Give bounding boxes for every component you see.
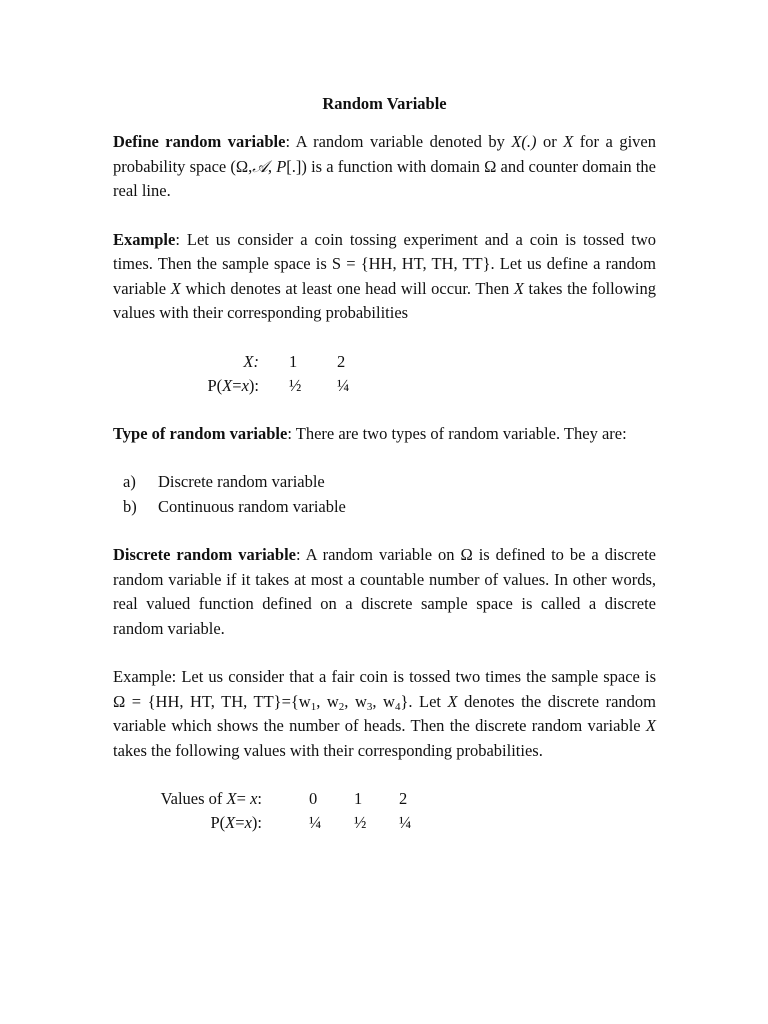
example2-text: , w <box>344 691 367 711</box>
example1-text: takes the following values with their corresponding probabilities <box>113 278 656 322</box>
label-part: x <box>244 813 252 832</box>
label-part: = <box>232 375 242 395</box>
define-paragraph <box>113 130 656 204</box>
table-cell: 2 <box>399 789 408 808</box>
define-text: , <box>267 156 277 176</box>
define-p: P <box>276 156 287 176</box>
label-part: x <box>250 789 258 808</box>
label-part: ): <box>251 813 262 832</box>
label-part: = <box>235 813 245 832</box>
list-item <box>123 495 656 520</box>
example2-distribution-table <box>129 787 444 835</box>
label-part: P( <box>207 375 223 395</box>
list-item <box>123 470 656 495</box>
example2-x: X <box>645 716 656 735</box>
list-marker: a) <box>123 472 136 491</box>
example2-text: }. Let <box>400 691 448 711</box>
table-row <box>129 811 444 835</box>
types-text: : There are two types of random variable. They are: <box>287 423 627 443</box>
define-text: [.]) is a function with domain Ω and counter domain the real line. <box>113 156 657 200</box>
example1-paragraph <box>113 228 656 326</box>
table-row <box>156 374 385 398</box>
define-xdot: X(.) <box>511 132 537 151</box>
label-part: = <box>236 789 251 808</box>
subscript: 4 <box>394 700 401 713</box>
example1-text: : Let us consider a coin tossing experiment and a coin is tossed two times. Then the sample space is S = {HH, HT, TH, TT}. Let us define a random variable <box>113 229 656 298</box>
subscript: 3 <box>366 700 373 713</box>
table-cell: ¼ <box>337 375 350 395</box>
label-part: : <box>257 789 262 808</box>
example2-paragraph <box>113 665 656 763</box>
subscript: 2 <box>338 700 345 713</box>
discrete-text: : A random variable on Ω is defined to be a discrete random variable if it takes at most a countable number of values. In other words, real valued function defined on a discrete sample space is called a discrete random variable. <box>113 545 657 638</box>
label-part: Values of <box>160 789 227 808</box>
label-part: X <box>222 375 233 395</box>
table-row <box>129 787 444 811</box>
types-heading: Type of random variable <box>113 423 288 443</box>
row-label <box>129 787 262 811</box>
discrete-heading: Discrete random variable <box>113 545 296 564</box>
row-label: X: <box>243 351 259 371</box>
define-x: X <box>563 132 574 151</box>
list-item-label: Discrete random variable <box>158 472 325 491</box>
example2-text: , w <box>372 691 395 711</box>
label-part: ): <box>248 375 259 395</box>
example1-heading: Example <box>113 229 176 249</box>
table-cell: ½ <box>354 813 367 832</box>
example2-text: , w <box>316 691 339 711</box>
example2-text: denotes the discrete random variable which shows the number of heads. Then the discrete random variable <box>113 691 657 735</box>
types-paragraph <box>113 422 656 447</box>
discrete-paragraph <box>113 543 656 641</box>
page-title: Random Variable <box>322 94 447 113</box>
example1-x: X <box>513 278 524 298</box>
sigma-field-symbol: 𝒜 <box>252 156 268 176</box>
row-label <box>156 374 259 398</box>
example1-distribution-table <box>156 350 385 398</box>
define-heading: Define random variable <box>113 132 286 151</box>
table-cell: 2 <box>337 351 346 371</box>
table-cell: 1 <box>289 351 298 371</box>
label-part: x <box>241 375 249 395</box>
label-part: X <box>226 789 237 808</box>
table-cell: ¼ <box>309 813 322 832</box>
row-label <box>129 811 262 835</box>
example1-x: X <box>170 278 181 298</box>
example2-x: X <box>447 691 458 711</box>
define-text: for a given probability space (Ω, <box>113 132 656 176</box>
table-cell: ¼ <box>399 813 412 832</box>
list-marker: b) <box>123 496 137 516</box>
table-cell: 1 <box>354 789 363 808</box>
label-part: P( <box>210 813 226 832</box>
label-part: X <box>225 813 236 832</box>
example2-text: Example: Let us consider that a fair coin is tossed two times the sample space is Ω = {HH, HT, TH, TT}={w <box>113 667 656 711</box>
list-item-label: Continuous random variable <box>158 496 346 516</box>
define-text: : A random variable denoted by <box>285 132 512 151</box>
example1-text: which denotes at least one head will occur. Then <box>180 278 514 298</box>
types-list <box>113 470 656 519</box>
table-cell: 0 <box>309 789 318 808</box>
define-text: or <box>536 132 564 151</box>
table-cell: ½ <box>289 375 302 395</box>
document-page <box>113 92 656 835</box>
example2-text: takes the following values with their corresponding probabilities. <box>113 740 543 760</box>
table-row <box>156 350 385 374</box>
subscript: 1 <box>310 700 317 713</box>
